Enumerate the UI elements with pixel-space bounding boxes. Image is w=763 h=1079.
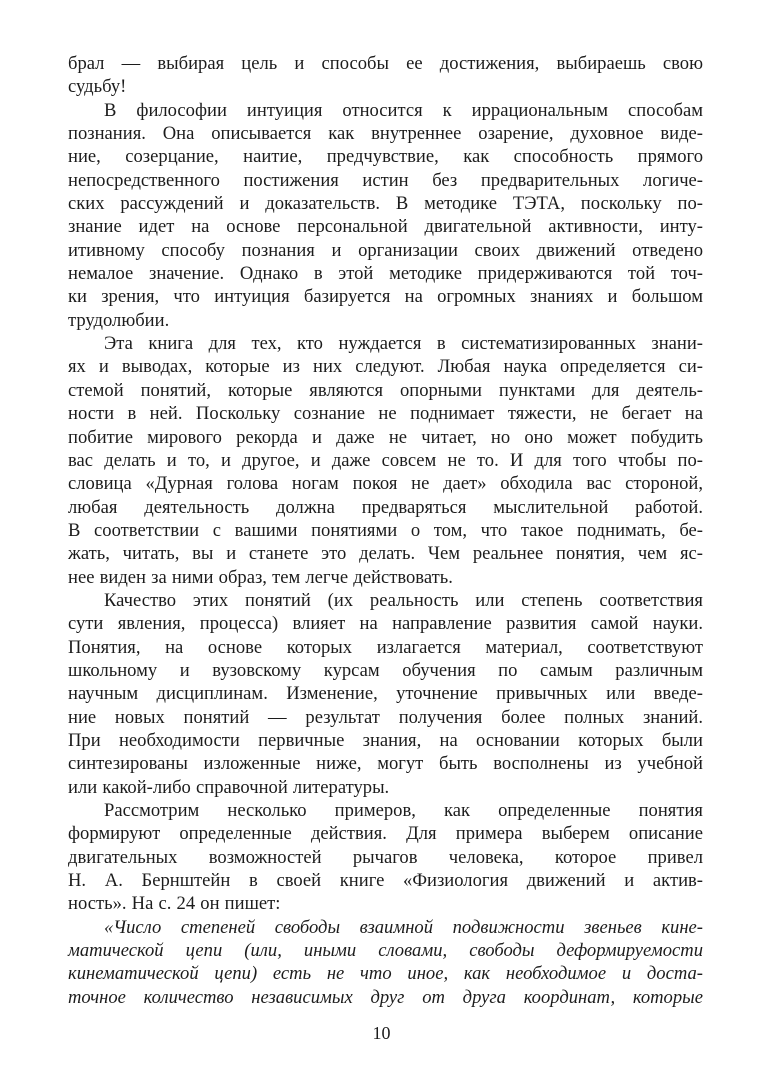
text-line: словица «Дурная голова ногам покоя не дает» обходила вас стороной, (68, 473, 703, 495)
text-line: ки зрения, что интуиция базируется на огромных знаниях и большом (68, 286, 703, 308)
text-line: матической цепи (или, иными словами, свободы деформируемости (68, 940, 703, 962)
text-line: брал — выбирая цель и способы ее достижения, выбираешь свою (68, 53, 703, 74)
text-line: нее виден за ними образ, тем легче действовать. (68, 566, 453, 588)
text-line: сути явления, процесса) влияет на направление развития самой науки. (68, 613, 703, 635)
paragraph (68, 916, 703, 1009)
text-line: ние, созерцание, наитие, предчувствие, как способность прямого (68, 146, 703, 168)
paragraph (68, 52, 703, 99)
paragraph (68, 332, 703, 589)
paragraph (68, 99, 703, 332)
text-line: любая деятельность должна предваряться мыслительной работой. (68, 496, 703, 518)
paragraph (68, 799, 703, 916)
text-line: ность». На с. 24 он пишет: (68, 893, 281, 915)
text-line: трудолюбии. (68, 309, 170, 331)
text-line: Понятия, на основе которых излагается материал, соответствуют (68, 636, 703, 658)
text-line: точное количество независимых друг от друга координат, которые (68, 986, 703, 1008)
text-line: немалое значение. Однако в этой методике придерживаются той точ- (68, 263, 703, 285)
text-line: ние новых понятий — результат получения более полных знаний. (68, 706, 703, 728)
text-line: Качество этих понятий (их реальность или степень соответствия (104, 589, 703, 611)
text-line: «Число степеней свободы взаимной подвижности звеньев кине- (104, 916, 703, 938)
text-line: В соответствии с вашими понятиями о том, что такое поднимать, бе- (68, 519, 703, 541)
paragraph (68, 589, 703, 799)
text-line: Эта книга для тех, кто нуждается в систематизированных знани- (104, 333, 703, 355)
text-line: знание идет на основе персональной двигательной активности, инту- (68, 216, 703, 238)
text-line: кинематической цепи) есть не что иное, как необходимое и доста- (68, 963, 703, 985)
text-line: итивному способу познания и организации своих движений отведено (68, 239, 703, 261)
text-line: формируют определенные действия. Для примера выберем описание (68, 823, 703, 845)
text-line: ских рассуждений и доказательств. В методике ТЭТА, поскольку по- (68, 193, 703, 215)
text-line: судьбу! (68, 76, 127, 98)
text-line: непосредственного постижения истин без предварительных логиче- (68, 169, 703, 191)
text-line: ности в ней. Поскольку сознание не поднимает тяжести, не бегает на (68, 403, 703, 425)
text-line: ях и выводах, которые из них следуют. Любая наука определяется си- (68, 356, 703, 378)
text-line: школьному и вузовскому курсам обучения по самым различным (68, 659, 703, 681)
text-line: стемой понятий, которые являются опорными пунктами для деятель- (68, 379, 703, 401)
text-line: В философии интуиция относится к иррациональным способам (104, 99, 703, 121)
text-line: двигательных возможностей рычагов человека, которое привел (68, 846, 703, 868)
text-line: научным дисциплинам. Изменение, уточнение привычных или введе- (68, 683, 703, 705)
text-body (68, 52, 703, 1009)
page-number: 10 (372, 1023, 391, 1043)
text-line: или какой-либо справочной литературы. (68, 776, 390, 798)
text-line: вас делать и то, и другое, и даже совсем не то. И для того чтобы по- (68, 449, 703, 471)
text-line: синтезированы изложенные ниже, могут быть восполнены из учебной (68, 753, 703, 775)
text-line: побитие мирового рекорда и даже не читает, но оно может побудить (68, 426, 703, 448)
text-line: жать, читать, вы и станете это делать. Чем реальнее понятия, чем яс- (68, 543, 703, 565)
text-line: При необходимости первичные знания, на основании которых были (68, 729, 703, 751)
text-line: Н. А. Бернштейн в своей книге «Физиология движений и актив- (68, 870, 703, 892)
text-line: Рассмотрим несколько примеров, как определенные понятия (104, 800, 703, 821)
text-line: познания. Она описывается как внутреннее озарение, духовное виде- (68, 123, 703, 145)
